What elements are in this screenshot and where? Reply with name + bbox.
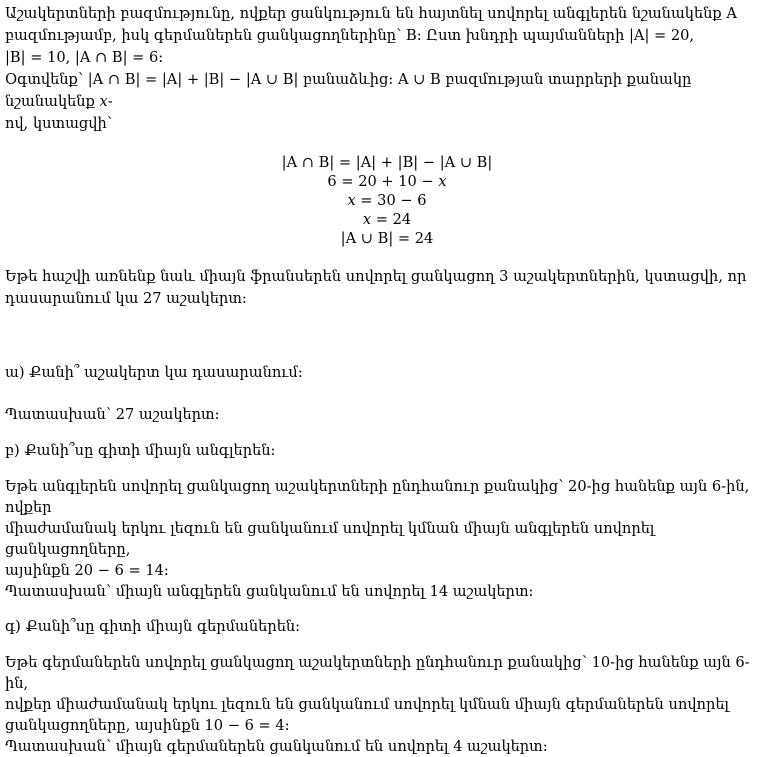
answer-b: Պատասխան՝ միայն անգլերեն ցանկանում են սովորել 14 աշակերտ: (5, 583, 534, 600)
equation-block (5, 153, 759, 248)
intro-line: Աշակերտների բազմությունը, ովքեր ցանկություն են հայտնել սովորել անգլերեն նշանակենք A (5, 5, 737, 22)
intro-line: ով, կստացվի՝ (5, 115, 113, 132)
answer-c: Պատասխան՝ միայն գերմաներեն ցանկանում են սովորել 4 աշակերտ: (5, 738, 548, 755)
equation-line: 6 = 20 + 10 − 𝑥 (327, 173, 447, 190)
question-a: ա) Քանի՞ աշակերտ կա դասարանում: (5, 364, 303, 381)
question-c: գ) Քանի՞սը գիտի միայն գերմաներեն: (5, 618, 301, 635)
question-b: բ) Քանի՞սը գիտի միայն անգլերեն: (5, 442, 276, 459)
document-body (5, 3, 759, 757)
spacer (5, 384, 759, 404)
paragraph-line: միաժամանակ երկու լեզուն են ցանկանում սովորել կմնան միայն անգլերեն սովորել ցանկացողները, (5, 520, 655, 558)
spacer (5, 248, 759, 266)
spacer (5, 462, 759, 476)
intro-line: Օգտվենք՝ |A ∩ B| = |A| + |B| − |A ∪ B| բանաձևից: A ∪ B բազմության տարրերի քանակը նշանակենք 𝑥- (5, 71, 692, 110)
paragraph-line: դասարանում կա 27 աշակերտ: (5, 290, 247, 307)
spacer (5, 310, 759, 362)
class-total-paragraph (5, 266, 759, 310)
equation-line: |A ∩ B| = |A| + |B| − |A ∪ B| (281, 154, 493, 171)
paragraph-line: Եթե անգլերեն սովորել ցանկացող աշակերտների ընդհանուր քանակից՝ 20-ից հանենք այն 6-ին, ովքեր (5, 478, 750, 516)
equation-line: |A ∪ B| = 24 (340, 230, 434, 247)
answer-a: Պատասխան՝ 27 աշակերտ: (5, 406, 220, 423)
solution-b (5, 476, 759, 602)
intro-paragraph (5, 3, 759, 135)
paragraph-line: ցանկացողները, այսինքն 10 − 6 = 4: (5, 717, 290, 734)
spacer (5, 638, 759, 652)
intro-line: բազմությամբ, իսկ գերմաներեն ցանկացողներինը՝ B: Ըստ խնդրի պայմանների |A| = 20, (5, 27, 695, 44)
spacer (5, 426, 759, 440)
paragraph-line: Եթե գերմաներեն սովորել ցանկացող աշակերտների ընդհանուր քանակից՝ 10-ից հանենք այն 6-ին, (5, 654, 750, 692)
spacer (5, 602, 759, 616)
paragraph-line: Եթե հաշվի առնենք նաև միայն ֆրանսերեն սովորել ցանկացող 3 աշակերտներին, կստացվի, որ (5, 268, 747, 285)
equation-line: 𝑥 = 30 − 6 (347, 192, 427, 209)
paragraph-line: այսինքն 20 − 6 = 14: (5, 562, 169, 579)
equation-line: 𝑥 = 24 (362, 211, 412, 228)
intro-line: |B| = 10, |A ∩ B| = 6: (5, 49, 164, 66)
solution-c (5, 652, 759, 757)
paragraph-line: ովքեր միաժամանակ երկու լեզուն են ցանկանում սովորել կմնան միայն գերմաներեն սովորել (5, 696, 730, 713)
